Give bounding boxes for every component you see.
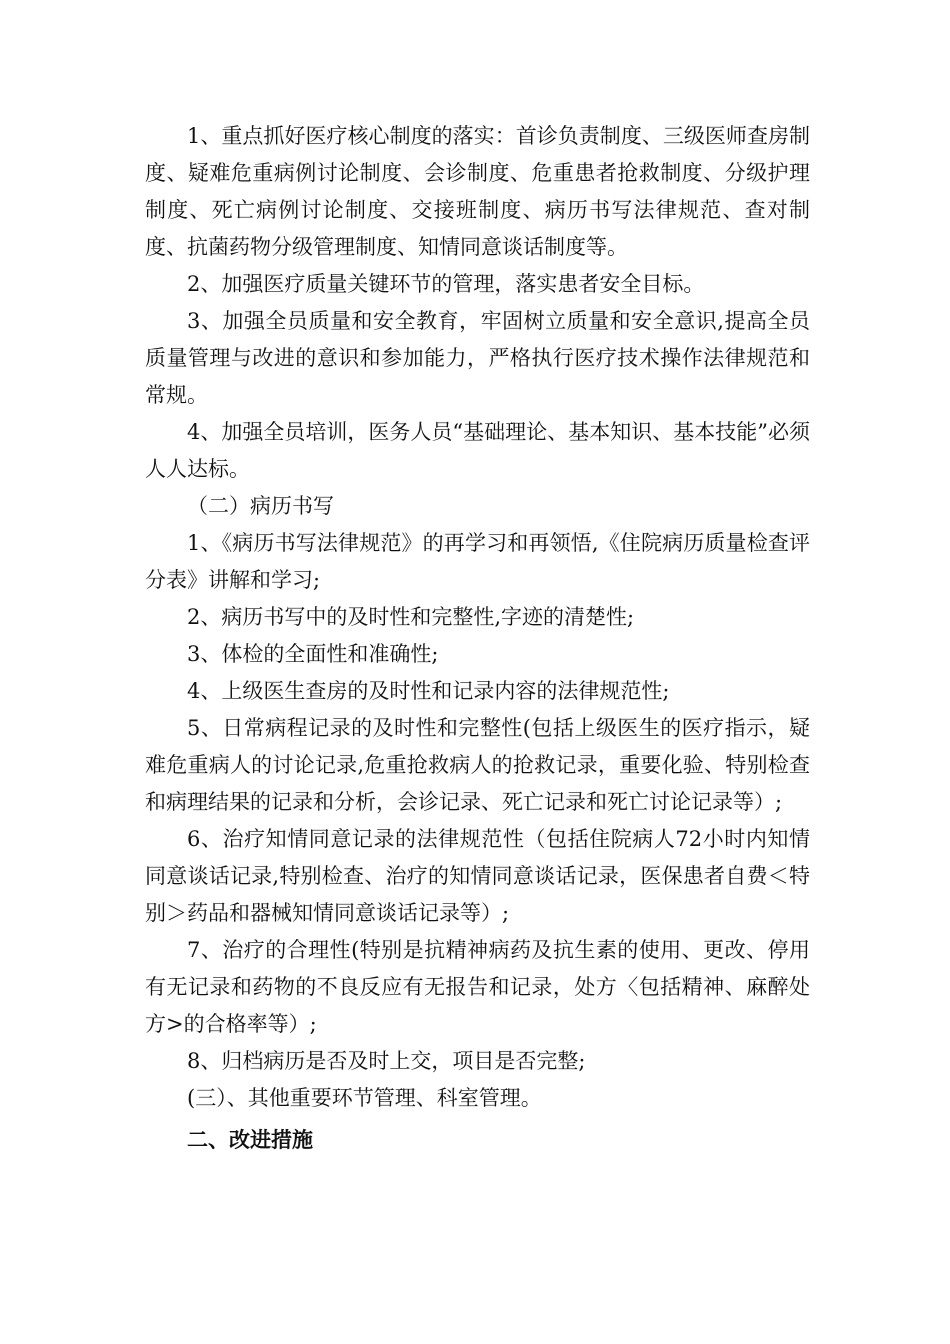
paragraph-record-standards-study: 1、《病历书写法律规范》的再学习和再领悟,《住院病历质量检查评分表》讲解和学习; [145, 531, 810, 592]
paragraph-treatment-rationality: 7、治疗的合理性(特别是抗精神病药及抗生素的使用、更改、停用有无记录和药物的不良反应有无报告和记录，处方〈包括精神、麻醉处方>的合格率等）; [145, 938, 810, 1036]
paragraph-physical-exam: 3、体检的全面性和准确性; [187, 642, 439, 666]
paragraph-staff-training: 4、加强全员培训，医务人员“基础理论、基本知识、基本技能”必须人人达标。 [145, 420, 810, 481]
paragraph-record-timeliness: 2、病历书写中的及时性和完整性,字迹的清楚性; [187, 605, 635, 629]
paragraph-core-systems: 1、重点抓好医疗核心制度的落实：首诊负责制度、三级医师查房制度、疑难危重病例讨论制度、会诊制度、危重患者抢救制度、分级护理制度、死亡病例讨论制度、交接班制度、病历书写法律规范、查对制度、抗菌药物分级管理制度、知情同意谈话制度等。 [145, 124, 810, 259]
paragraph-archived-records: 8、归档病历是否及时上交，项目是否完整; [187, 1049, 586, 1073]
paragraph-progress-notes: 5、日常病程记录的及时性和完整性(包括上级医生的医疗指示，疑难危重病人的讨论记录,危重抢救病人的抢救记录，重要化验、特别检查和病理结果的记录和分析，会诊记录、死亡记录和死亡讨论记录等）; [145, 716, 810, 814]
section-title-medical-records: （二）病历书写 [187, 494, 334, 518]
paragraph-safety-education: 3、加强全员质量和安全教育，牢固树立质量和安全意识,提高全员质量管理与改进的意识和参加能力，严格执行医疗技术操作法律规范和常规。 [145, 309, 810, 407]
paragraph-key-links: 2、加强医疗质量关键环节的管理，落实患者安全目标。 [187, 272, 705, 296]
document-body [145, 118, 810, 1158]
paragraph-informed-consent: 6、治疗知情同意记录的法律规范性（包括住院病人72小时内知情同意谈话记录,特别检查、治疗的知情同意谈话记录，医保患者自费＜特别＞药品和器械知情同意谈话记录等）; [145, 827, 810, 925]
paragraph-senior-rounds: 4、上级医生查房的及时性和记录内容的法律规范性; [187, 679, 670, 703]
section-heading-improvement: 二、改进措施 [187, 1127, 313, 1152]
paragraph-other-management: (三）、其他重要环节管理、科室管理。 [187, 1086, 542, 1110]
